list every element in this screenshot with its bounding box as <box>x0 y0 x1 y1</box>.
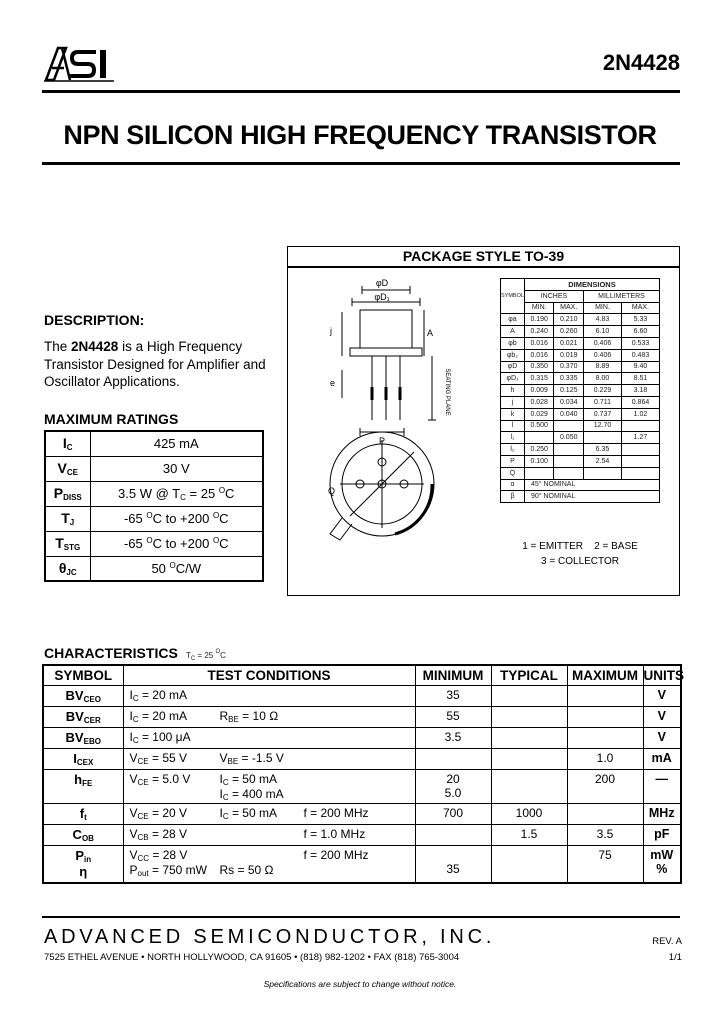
char-maximum: 3.5 <box>567 824 643 845</box>
package-title-rule <box>287 266 680 268</box>
characteristics-row <box>43 685 681 706</box>
characteristics-row <box>43 803 681 824</box>
char-minimum: 35 <box>415 845 491 883</box>
characteristics-condition: $T_C = 25$ $^O$C <box>186 649 226 662</box>
dimension-row: j 0.028 0.034 0.711 0.864 <box>501 396 660 408</box>
char-conditions: $V_{CC} = 28$ V f = 200 MHz $P_{out} = 750$ mW Rs = 50 Ω <box>123 845 415 883</box>
dimension-row: l 0.500 12.70 <box>501 420 660 432</box>
char-typical: 1.5 <box>491 824 567 845</box>
dimension-row: α 45° NOMINAL <box>501 479 660 491</box>
char-typical <box>491 769 567 803</box>
char-maximum: 1.0 <box>567 748 643 769</box>
footer-rule <box>42 916 680 918</box>
char-maximum <box>567 803 643 824</box>
char-maximum <box>567 727 643 748</box>
svg-text:φD: φD <box>375 278 389 288</box>
max-rating-row: $P_{DISS}$ 3.5 W @ $T_C = 25$ $^O$C <box>45 481 263 506</box>
max-rating-row: $\theta_{JC}$ 50 $^O$C/W <box>45 556 263 581</box>
package-title: PACKAGE STYLE TO-39 <box>402 248 565 264</box>
char-units: mA <box>643 748 681 769</box>
package-drawing <box>320 272 490 572</box>
char-typical: 1000 <box>491 803 567 824</box>
char-conditions: $V_{CE} = 55$ V $V_{BE} = -1.5$ V <box>123 748 415 769</box>
seating-plane-label: SEATING PLANE <box>444 368 450 416</box>
char-symbol: $BV_{EBO}$ <box>43 727 123 748</box>
char-conditions: $I_C = 100$ μA <box>123 727 415 748</box>
char-typical <box>491 706 567 727</box>
characteristics-row <box>43 824 681 845</box>
char-units: V <box>643 706 681 727</box>
char-minimum: 3.5 <box>415 727 491 748</box>
char-symbol: $P_{in}$ η <box>43 845 123 883</box>
characteristics-row <box>43 748 681 769</box>
characteristics-row <box>43 706 681 727</box>
revision: REV. A <box>652 936 682 947</box>
char-typical <box>491 685 567 706</box>
max-rating-row: $T_{STG}$ -65 $^O$C to +200 $^O$C <box>45 531 263 556</box>
char-conditions: $I_C = 20$ mA <box>123 685 415 706</box>
char-symbol: $C_{OB}$ <box>43 824 123 845</box>
svg-text:A: A <box>427 328 434 338</box>
char-typical <box>491 727 567 748</box>
char-minimum: 20 5.0 <box>415 769 491 803</box>
dimension-row: k 0.029 0.040 0.737 1.02 <box>501 408 660 420</box>
char-typical <box>491 845 567 883</box>
description-heading: DESCRIPTION: <box>44 312 145 328</box>
svg-text:e: e <box>330 378 336 388</box>
char-minimum: 35 <box>415 685 491 706</box>
dimension-row: φb 0.016 0.021 0.406 0.533 <box>501 337 660 349</box>
char-units: pF <box>643 824 681 845</box>
char-units: V <box>643 727 681 748</box>
char-maximum <box>567 685 643 706</box>
char-maximum <box>567 706 643 727</box>
svg-text:P: P <box>378 436 386 446</box>
char-conditions: $V_{CB} = 28$ V f = 1.0 MHz <box>123 824 415 845</box>
characteristics-table: SYMBOL TEST CONDITIONS MINIMUM TYPICAL MAXIMUM UNITS $BV_{CEO}$ $I_C = 20$ mA 35 V $BV_{CER}$ $I_C = 20$ mA $R_{BE} = 10$ Ω 55 V $BV_{EBO}$ $I_C = 100$ μA 3.5 V $I_{CEX}$ $V_{CE} = 55$ V $V_{BE} = -1.5$ V 1.0 mA $h_{FE}$ $V_{CE} = 5.0$ V $I_C = 50$ mA $I_C = 400$ mA 20 5.0 200 — $f_t$ $V_{CE} = 20$ V $I_C = 50$ mA f = 200 MHz 700 1000 MHz $C_{OB}$ $V_{CB} = 28$ V f = 1.0 MHz 1.5 3.5 pF $P_{in}$ η $V_{CC} = 28$ V f = 200 MHz $P_{out} = 750$ mW Rs = 50 Ω 35 75 mW % <box>42 664 682 884</box>
svg-text:Q: Q <box>328 486 336 496</box>
title-rule <box>42 162 680 165</box>
char-conditions: $V_{CE} = 5.0$ V $I_C = 50$ mA $I_C = 400$ mA <box>123 769 415 803</box>
char-maximum: 75 <box>567 845 643 883</box>
char-units: — <box>643 769 681 803</box>
char-minimum <box>415 748 491 769</box>
max-rating-row: $I_C$ 425 mA <box>45 431 263 456</box>
description-part: 2N4428 <box>71 339 119 354</box>
company-name: ADVANCED SEMICONDUCTOR, INC. <box>44 926 496 948</box>
char-maximum: 200 <box>567 769 643 803</box>
char-minimum: 700 <box>415 803 491 824</box>
char-conditions: $V_{CE} = 20$ V $I_C = 50$ mA f = 200 MHz <box>123 803 415 824</box>
char-units: V <box>643 685 681 706</box>
char-units: MHz <box>643 803 681 824</box>
svg-text:j: j <box>330 326 332 336</box>
dimension-row: l₁ 0.050 1.27 <box>501 432 660 444</box>
dimensions-table: SYMBOL DIMENSIONS INCHES MILLIMETERS MIN. MAX. MIN. MAX. φa 0.190 0.210 4.83 5.33 A 0.240 0.260 6.10 6.60 φb 0.016 0.021 0.406 0.533 φb₂ 0.016 0.019 0.406 0.483 φD 0.350 0.370 8.89 9.40 φD₁ 0.315 0.335 8.00 8.51 h 0.009 0.125 0.229 3.18 j 0.028 0.034 0.711 0.864 k 0.029 0.040 0.737 1.02 l 0.500 12.70 l₁ 0.050 1.27 l₂ 0.250 6.35 P 0.100 2.54 Q α 45° NOMINAL β 90° NOMINAL <box>500 278 660 503</box>
char-units: mW % <box>643 845 681 883</box>
dimension-row: β 90° NOMINAL <box>501 491 660 503</box>
char-conditions: $I_C = 20$ mA $R_{BE} = 10$ Ω <box>123 706 415 727</box>
char-minimum <box>415 824 491 845</box>
dimension-row: P 0.100 2.54 <box>501 455 660 467</box>
char-symbol: $BV_{CER}$ <box>43 706 123 727</box>
page-number: 1/1 <box>668 952 682 963</box>
part-number: 2N4428 <box>602 50 680 75</box>
char-minimum: 55 <box>415 706 491 727</box>
dimension-row: φa 0.190 0.210 4.83 5.33 <box>501 314 660 326</box>
dimension-row: φb₂ 0.016 0.019 0.406 0.483 <box>501 349 660 361</box>
max-rating-row: $T_J$ -65 $^O$C to +200 $^O$C <box>45 506 263 531</box>
svg-text:φD₁: φD₁ <box>374 292 390 302</box>
dimension-row: h 0.009 0.125 0.229 3.18 <box>501 385 660 397</box>
pinout-line-1: 1 = EMITTER 2 = BASE <box>522 541 638 552</box>
max-ratings-heading: MAXIMUM RATINGS <box>44 411 179 427</box>
char-symbol: $I_{CEX}$ <box>43 748 123 769</box>
page-title: NPN SILICON HIGH FREQUENCY TRANSISTOR <box>63 120 657 150</box>
dimension-row: l₂ 0.250 6.35 <box>501 444 660 456</box>
characteristics-row <box>43 727 681 748</box>
char-typical <box>491 748 567 769</box>
characteristics-row <box>43 845 681 883</box>
max-ratings-table <box>44 430 264 582</box>
dimension-row: φD₁ 0.315 0.335 8.00 8.51 <box>501 373 660 385</box>
char-symbol: $h_{FE}$ <box>43 769 123 803</box>
description-text: The 2N4428 is a High Frequency Transistor Designed for Amplifier and Oscillator Applications. <box>44 339 266 389</box>
dimension-row: Q <box>501 467 660 479</box>
dimension-row: φD 0.350 0.370 8.89 9.40 <box>501 361 660 373</box>
characteristics-row <box>43 769 681 803</box>
pinout-line-2: 3 = COLLECTOR <box>541 556 619 567</box>
specification-notice: Specifications are subject to change without notice. <box>263 979 457 989</box>
header-rule <box>42 90 680 93</box>
dimension-row: A 0.240 0.260 6.10 6.60 <box>501 326 660 338</box>
asi-logo <box>44 46 114 82</box>
char-symbol: $f_t$ <box>43 803 123 824</box>
dim-symbol-header: SYMBOL <box>501 279 525 314</box>
company-address: 7525 ETHEL AVENUE • NORTH HOLLYWOOD, CA 91605 • (818) 982-1202 • FAX (818) 765-3004 <box>44 952 460 963</box>
max-rating-row: $V_{CE}$ 30 V <box>45 456 263 481</box>
char-symbol: $BV_{CEO}$ <box>43 685 123 706</box>
characteristics-heading: CHARACTERISTICS <box>44 645 178 661</box>
